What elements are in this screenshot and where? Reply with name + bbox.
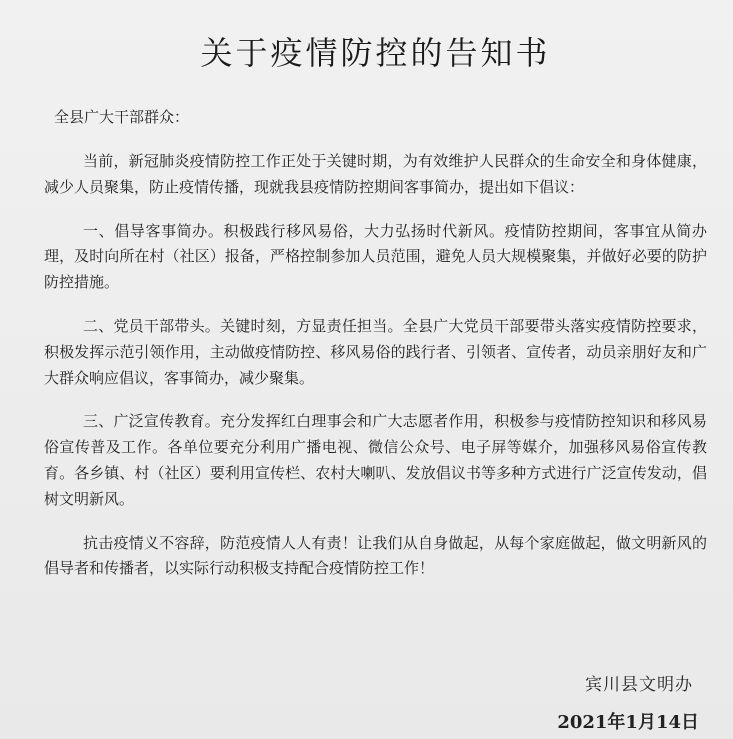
proposal-1-paragraph: 一、倡导客事简办。积极践行移风易俗，大力弘扬时代新风。疫情防控期间，客事宜从简办理，及时向所在村（社区）报备，严格控制参加人员范围，避免人员大规模聚集，并做好必要的防护防控措施。 xyxy=(44,221,707,292)
closing-paragraph: 抗击疫情义不容辞，防范疫情人人有责！让我们从自身做起，从每个家庭做起，做文明新风的倡导者和传播者，以实际行动积极支持配合疫情防控工作！ xyxy=(44,533,707,578)
issue-date: 2021年1月14日 xyxy=(557,712,699,733)
proposal-2-paragraph: 二、党员干部带头。关键时刻，方显责任担当。全县广大党员干部要带头落实疫情防控要求，积极发挥示范引领作用，主动做疫情防控、移风易俗的践行者、引领者、宣传者，动员亲朋好友和广大群众响应倡议，客事简办，减少聚集。 xyxy=(44,316,707,387)
proposal-3-paragraph: 三、广泛宣传教育。充分发挥红白理事会和广大志愿者作用，积极参与疫情防控知识和移风易俗宣传普及工作。各单位要充分利用广播电视、微信公众号、电子屏等媒介，加强移风易俗宣传教育。各乡镇、村（社区）要利用宣传栏、农村大喇叭、发放倡议书等多种方式进行广泛宣传发动，倡树文明新风。 xyxy=(44,412,707,508)
issuer-signature: 宾川县文明办 xyxy=(585,675,693,695)
intro-paragraph: 当前，新冠肺炎疫情防控工作正处于关键时期，为有效维护人民群众的生命安全和身体健康，减少人员聚集，防止疫情传播，现就我县疫情防控期间客事简办，提出如下倡议： xyxy=(44,152,707,196)
greeting-line: 全县广大干部群众： xyxy=(54,108,190,126)
document-title: 关于疫情防控的告知书 xyxy=(200,34,551,72)
